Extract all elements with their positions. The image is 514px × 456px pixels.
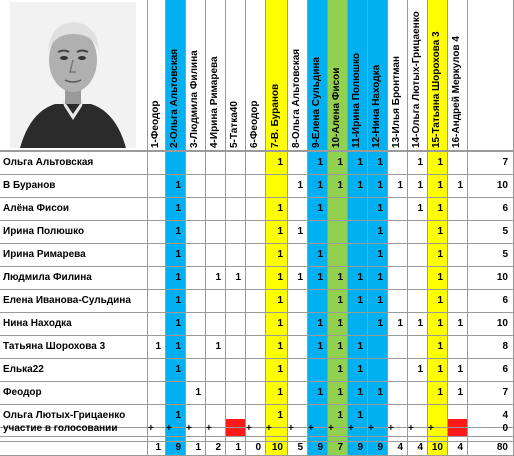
vote-cell: 1 (417, 364, 423, 375)
vote-cell: 1 (437, 249, 443, 260)
vote-cell: 1 (297, 180, 303, 191)
vote-cell: 1 (397, 180, 403, 191)
vote-cell: 1 (175, 410, 181, 421)
vote-cell: 1 (437, 364, 443, 375)
column-count: 1 (155, 442, 161, 453)
grid-vline (205, 0, 206, 456)
participation-mark: + (368, 423, 374, 434)
grand-total: 80 (496, 442, 508, 453)
portrait-image (10, 2, 136, 148)
row-total: 6 (502, 364, 508, 375)
vote-cell: 1 (437, 203, 443, 214)
column-header-16: 16-Андрей Меркулов 4 (451, 36, 462, 148)
participation-mark: + (148, 423, 154, 434)
vote-cell: 1 (175, 203, 181, 214)
column-header-15: 15-Татьяна Шорохова 3 (431, 31, 442, 148)
column-count: 10 (271, 442, 283, 453)
column-header-8: 8-Ольга Альтовская (291, 48, 302, 148)
column-header-10: 10-Алена Фисои (331, 67, 342, 148)
vote-cell: 1 (357, 272, 363, 283)
column-header-3: 3-Людмила Филина (189, 50, 200, 148)
vote-cell: 1 (337, 157, 343, 168)
vote-cell: 1 (317, 180, 323, 191)
row-total: 10 (496, 318, 508, 329)
vote-cell: 1 (417, 203, 423, 214)
grid-vline (387, 0, 388, 456)
vote-cell: 1 (317, 203, 323, 214)
vote-cell: 1 (417, 180, 423, 191)
vote-cell: 1 (277, 295, 283, 306)
vote-cell: 1 (337, 410, 343, 421)
column-header-12: 12-Нина Находка (371, 64, 382, 148)
vote-cell: 1 (175, 318, 181, 329)
participation-mark: + (186, 423, 192, 434)
participation-mark: + (288, 423, 294, 434)
column-header-6: 6-Феодор (249, 100, 260, 148)
vote-cell: 1 (417, 157, 423, 168)
row-total: 10 (496, 180, 508, 191)
row-total: 7 (502, 157, 508, 168)
row-name: Нина Находка (3, 318, 72, 329)
grid-vline (245, 0, 246, 456)
participation-mark: + (428, 423, 434, 434)
vote-cell: 1 (357, 364, 363, 375)
row-name: Ольга Лютых-Грицаенко (3, 410, 126, 421)
vote-cell: 1 (437, 341, 443, 352)
vote-cell: 1 (277, 226, 283, 237)
vote-cell: 1 (277, 272, 283, 283)
vote-cell: 1 (377, 318, 383, 329)
row-name: Алёна Фисои (3, 203, 70, 214)
column-header-5: 5-Татка40 (229, 101, 240, 148)
participation-mark: + (408, 423, 414, 434)
vote-cell: 1 (377, 249, 383, 260)
participation-mark: + (166, 423, 172, 434)
column-header-13: 13-Илья Бронтман (391, 56, 402, 148)
column-header-11: 11-Ирина Полюшко (351, 53, 362, 148)
vote-cell: 1 (277, 387, 283, 398)
vote-cell: 1 (417, 318, 423, 329)
row-total: 7 (502, 387, 508, 398)
vote-cell: 1 (457, 318, 463, 329)
column-count: 9 (357, 442, 363, 453)
row-name: Елька22 (3, 364, 44, 375)
row-name: В Буранов (3, 180, 56, 191)
vote-cell: 1 (377, 295, 383, 306)
vote-cell: 1 (377, 203, 383, 214)
vote-cell: 1 (337, 341, 343, 352)
row-name: Ирина Римарева (3, 249, 86, 260)
vote-cell: 1 (277, 318, 283, 329)
participation-total: 0 (502, 423, 508, 434)
participation-mark: + (206, 423, 212, 434)
column-count: 4 (417, 442, 423, 453)
vote-cell: 1 (175, 364, 181, 375)
vote-cell: 1 (215, 272, 221, 283)
participation-mark: + (246, 423, 252, 434)
vote-cell: 1 (357, 180, 363, 191)
vote-cell: 1 (357, 295, 363, 306)
vote-cell: 1 (457, 387, 463, 398)
column-count: 10 (431, 442, 443, 453)
participation-mark: + (348, 423, 354, 434)
vote-cell: 1 (317, 387, 323, 398)
participation-mark: + (308, 423, 314, 434)
vote-cell: 1 (277, 410, 283, 421)
vote-cell: 1 (277, 341, 283, 352)
vote-cell: 1 (357, 157, 363, 168)
vote-cell: 1 (457, 180, 463, 191)
participation-mark: + (328, 423, 334, 434)
vote-cell: 1 (297, 226, 303, 237)
vote-cell: 1 (277, 249, 283, 260)
row-name: Ольга Альтовская (3, 157, 94, 168)
vote-cell: 1 (175, 341, 181, 352)
vote-cell: 1 (337, 180, 343, 191)
row-name: Елена Иванова-Сульдина (3, 295, 131, 306)
portrait-photo (10, 2, 136, 148)
vote-cell: 1 (317, 249, 323, 260)
vote-cell: 1 (437, 226, 443, 237)
vote-cell: 1 (377, 226, 383, 237)
vote-cell: 1 (317, 341, 323, 352)
vote-cell: 1 (317, 157, 323, 168)
column-count: 9 (377, 442, 383, 453)
vote-cell: 1 (377, 157, 383, 168)
row-total: 4 (502, 410, 508, 421)
vote-cell: 1 (195, 387, 201, 398)
row-total: 10 (496, 272, 508, 283)
column-count: 5 (297, 442, 303, 453)
vote-cell: 1 (357, 410, 363, 421)
column-header-1: 1-Феодор (150, 100, 161, 148)
vote-cell: 1 (437, 295, 443, 306)
vote-cell: 1 (457, 364, 463, 375)
column-count: 9 (175, 442, 181, 453)
vote-cell: 1 (155, 341, 161, 352)
row-total: 5 (502, 226, 508, 237)
grid-vline (407, 0, 408, 456)
vote-cell: 1 (337, 272, 343, 283)
vote-cell: 1 (175, 272, 181, 283)
column-count: 1 (235, 442, 241, 453)
vote-cell: 1 (175, 295, 181, 306)
row-name: Людмила Филина (3, 272, 92, 283)
vote-cell: 1 (337, 295, 343, 306)
participation-mark: + (266, 423, 272, 434)
row-total: 6 (502, 295, 508, 306)
vote-cell: 1 (337, 364, 343, 375)
vote-cell: 1 (397, 318, 403, 329)
vote-cell: 1 (277, 157, 283, 168)
row-total: 5 (502, 249, 508, 260)
row-name: Феодор (3, 387, 42, 398)
vote-cell: 1 (175, 226, 181, 237)
vote-cell: 1 (377, 387, 383, 398)
vote-cell: 1 (175, 180, 181, 191)
vote-cell: 1 (215, 341, 221, 352)
vote-cell: 1 (437, 318, 443, 329)
vote-cell: 1 (377, 272, 383, 283)
column-header-9: 9-Елена Сульдина (311, 57, 322, 148)
row-total: 6 (502, 203, 508, 214)
vote-cell: 1 (297, 272, 303, 283)
vote-cell: 1 (337, 387, 343, 398)
column-header-2: 2-Ольга Альтовская (169, 48, 180, 148)
vote-cell: 1 (337, 318, 343, 329)
vote-cell: 1 (317, 318, 323, 329)
vote-cell: 1 (175, 249, 181, 260)
column-header-4: 4-Ирина Римарева (209, 56, 220, 148)
column-count: 4 (457, 442, 463, 453)
vote-cell: 1 (377, 180, 383, 191)
column-count: 0 (255, 442, 261, 453)
vote-cell: 1 (437, 272, 443, 283)
vote-cell: 1 (277, 364, 283, 375)
vote-cell: 1 (437, 387, 443, 398)
column-count: 1 (195, 442, 201, 453)
column-header-7: 7-В. Буранов (270, 83, 281, 148)
column-count: 4 (397, 442, 403, 453)
column-count: 2 (215, 442, 221, 453)
vote-cell: 1 (437, 180, 443, 191)
row-name: Татьяна Шорохова 3 (3, 341, 106, 352)
participation-label: участие в голосовании (3, 423, 118, 434)
row-name: Ирина Полюшко (3, 226, 85, 237)
vote-cell: 1 (357, 387, 363, 398)
column-count: 9 (317, 442, 323, 453)
vote-cell: 1 (235, 272, 241, 283)
column-header-14: 14-Ольга Лютых-Грицаенко (411, 11, 422, 148)
vote-cell: 1 (317, 272, 323, 283)
grid-vline (225, 0, 226, 456)
participation-mark: + (388, 423, 394, 434)
vote-cell: 1 (437, 157, 443, 168)
vote-cell: 1 (357, 341, 363, 352)
vote-cell: 1 (277, 203, 283, 214)
column-count: 7 (337, 442, 343, 453)
row-total: 8 (502, 341, 508, 352)
